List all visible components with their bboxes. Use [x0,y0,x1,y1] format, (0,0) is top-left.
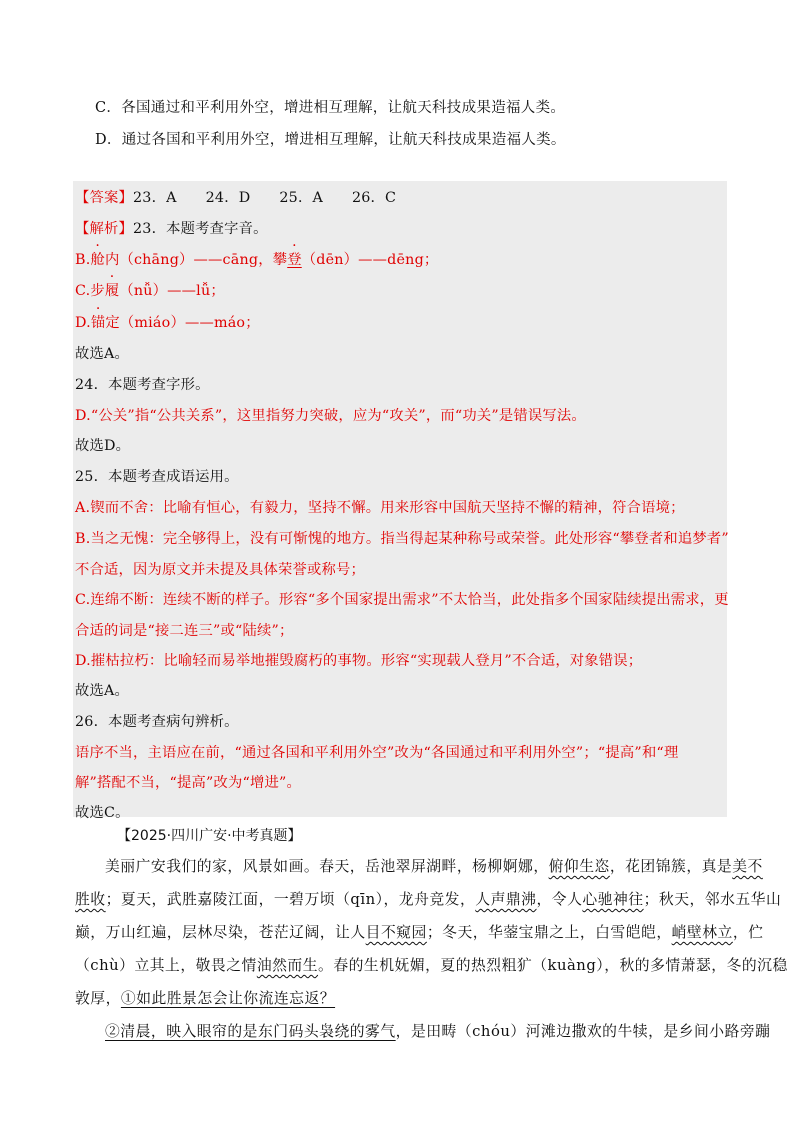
q25-title: 25．本题考查成语运用。 [75,469,239,485]
sentence-1-underlined: ①如此胜景怎会让你流连忘返？ [120,990,336,1007]
passage-text: ，令人 [536,891,583,908]
q23-b-dotted-char-1: 舱 [90,252,105,268]
answer-line [75,188,396,208]
passage-line-1 [105,857,763,877]
passage-text: ，是田畴（chóu）河滩边撒欢的牛犊，是乡间小路旁蹦 [395,1023,771,1040]
passage-text: 敦厚， [75,990,121,1007]
q23-option-b [75,250,438,270]
sentence-2-underlined: ②清晨，映入眼帘的是东门码头袅绕的雾气 [105,1023,396,1040]
idiom-wavy: 胜收 [75,891,106,908]
q23-c-dotted-char: 履 [104,283,120,299]
q26-line2: 解”搭配不当，“提高”改为“增进”。 [75,775,302,791]
passage-text: 。春的生机妩媚，夏的热烈粗犷（kuàng），秋的多情萧瑟，冬的沉稳 [318,957,788,974]
idiom-wavy: 油然而生 [256,957,319,974]
q24-conclusion: 故选D。 [75,438,131,454]
idiom-wavy: 美不 [732,858,763,875]
idiom-dotted: 心驰神往 [582,891,644,908]
q23-conclusion: 故选A。 [75,346,130,362]
q23-b-dotted-char-2: 登 [287,252,302,268]
option-d: D．通过各国和平利用外空，增进相互理解，让航天科技成果造福人类。 [95,132,566,148]
passage-text: ；夏天，武胜嘉陵江面，一碧万顷（qīn），龙舟竞发， [105,891,476,908]
idiom-dotted: 峭壁林立 [671,924,733,941]
passage-text: ，花团锦簇，真是 [609,858,733,875]
q25-option-c-line1: C.连绵不断：连续不断的样子。形容“多个国家提出需求”不太恰当，此处指多个国家陆续提出需求，更 [75,592,729,608]
analysis-label: 【解析】 [75,221,133,237]
q25-option-b-line1: B.当之无愧：完全够得上，没有可惭愧的地方。指当得起某种称号或荣誉。此处形容“攀登者和追梦者” [75,531,729,547]
q24-title: 24．本题考查字形。 [75,377,210,393]
passage-text: 美丽广安我们的家，风景如画。春天，岳池翠屏湖畔，杨柳婀娜， [105,858,549,875]
passage-line-5 [75,989,335,1009]
idiom-dotted: 俯仰生恣 [548,858,610,875]
q23-b-suffix: （dēn）——dēng； [301,252,439,268]
option-c: C．各国通过和平利用外空，增进相互理解，让航天科技成果造福人类。 [95,100,566,116]
q25-option-a: A.锲而不舍：比喻有恒心，有毅力，坚持不懈。用来形容中国航天坚持不懈的精神，符合语境； [75,500,685,516]
answer-text: 23．A 24．D 25．A 26．C [133,190,397,206]
q26-conclusion: 故选C。 [75,805,130,821]
passage-text: ，伫 [732,924,764,941]
q25-option-d: D.摧枯拉朽：比喻轻而易举地摧毁腐朽的事物。形容“实现载人登月”不合适，对象错误； [75,653,643,669]
passage-text: ；秋天，邻水五华山 [643,891,782,908]
q23-d-dotted-char: 锚 [90,315,106,331]
passage-text: （chù）立其上，敬畏之情 [75,957,257,974]
passage-line-2 [75,890,781,910]
passage-line-3 [75,923,763,943]
q23-b-prefix: B. [75,252,91,268]
idiom-dotted: 人声鼎沸 [475,891,537,908]
q23-c-suffix: （nǚ）——lǚ； [119,283,225,299]
passage-text: 巅，万山红遍，层林尽染，苍茫辽阔，让人 [75,924,366,941]
analysis-line [75,219,268,239]
passage-text: ；冬天，华蓥宝鼎之上，白雪皑皑， [426,924,672,941]
q25-option-b-line2: 不合适，因为原文并未提及具体荣誉或称号； [75,562,365,578]
q23-option-d [75,313,260,333]
answer-label: 【答案】 [75,190,133,206]
q23-c-prefix: C.步 [75,283,105,299]
idiom-wavy: 目不窥园 [365,924,427,941]
q26-title: 26．本题考查病句辨析。 [75,714,239,730]
q24-option-d: D.“公关”指“公共关系”，这里指努力突破，应为“攻关”，而“功关”是错误写法。 [75,408,586,424]
q23-b-middle: 内（chāng）——cāng，攀 [104,252,288,268]
q26-line1: 语序不当，主语应在前，“通过各国和平利用外空”改为“各国通过和平利用外空”；“提高”和“理 [75,745,679,761]
passage-line-4 [75,956,788,976]
q23-title: 23．本题考查字音。 [133,221,268,237]
q23-option-c [75,281,225,301]
q25-conclusion: 故选A。 [75,683,130,699]
q23-d-prefix: D. [75,315,91,331]
q25-option-c-line2: 合适的词是“接二连三”或“陆续”； [75,623,294,639]
q23-d-suffix: 定（miáo）——máo； [105,315,260,331]
passage-line-6 [105,1022,770,1042]
passage-source-header: 【2025·四川广安·中考真题】 [117,828,302,844]
